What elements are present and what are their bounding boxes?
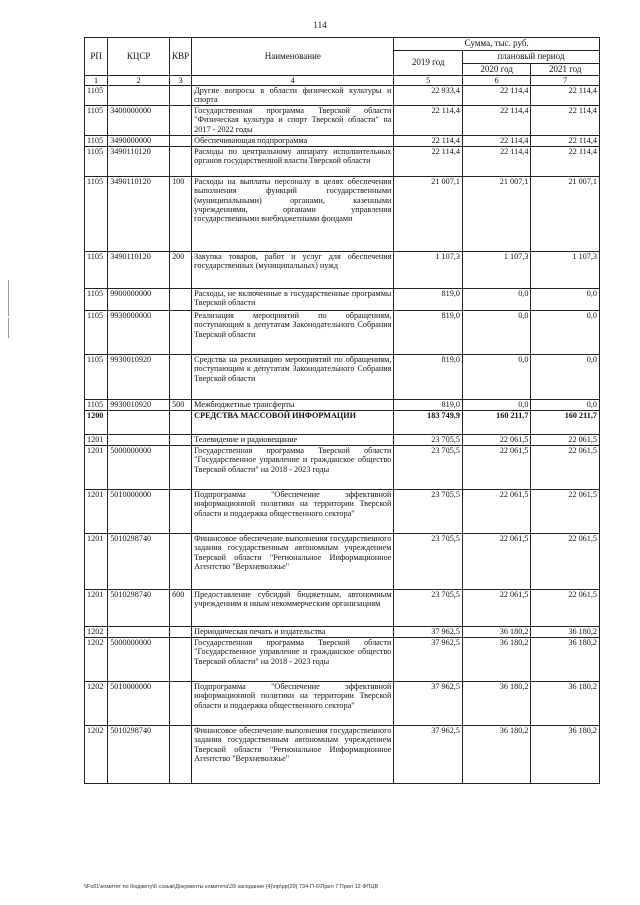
cell-name: Реализация мероприятий по обращениям, поступающим к депутатам Законодательного Собрания Тверской области	[192, 310, 394, 354]
cell-name: Финансовое обеспечение выполнения государственного задания государственным автономным учреждением Тверской области "Региональное Информационное Агентство "Верхневолжье"	[192, 533, 394, 589]
cell-sum-2019: 22 114,4	[394, 146, 463, 176]
cell-kcsr: 5000000000	[108, 445, 170, 489]
table-row	[85, 637, 600, 681]
cell-sum-2021: 21 007,1	[531, 176, 600, 251]
column-index-cell: 6	[462, 76, 531, 86]
cell-name: Расходы на выплаты персоналу в целях обеспечения выполнения функций государственными (муниципальными) органами, казенными учреждениями, органами управления государственными внебюджетными фондами	[192, 176, 394, 251]
cell-name: Предоставление субсидий бюджетным, автономным учреждениям и иным некоммерческим организациям	[192, 589, 394, 626]
cell-sum-2019: 23 705,5	[394, 434, 463, 445]
cell-kvr	[170, 445, 192, 489]
cell-sum-2021: 22 061,5	[531, 434, 600, 445]
cell-rp: 1201	[85, 589, 108, 626]
table-row	[85, 146, 600, 176]
page-number: 114	[313, 20, 327, 30]
cell-sum-2020: 0,0	[462, 354, 531, 399]
table-row	[85, 589, 600, 626]
column-index-cell: 1	[85, 76, 108, 86]
cell-rp: 1201	[85, 445, 108, 489]
header-year-2019: 2019 год	[394, 51, 463, 76]
cell-name: Закупка товаров, работ и услуг для обеспечения государственных (муниципальных) нужд	[192, 251, 394, 288]
cell-kvr	[170, 681, 192, 725]
table-row	[85, 288, 600, 310]
cell-sum-2020: 1 107,3	[462, 251, 531, 288]
cell-sum-2021: 22 114,4	[531, 105, 600, 135]
table-row	[85, 626, 600, 637]
table-row	[85, 251, 600, 288]
table-row	[85, 105, 600, 135]
table-row	[85, 86, 600, 106]
table-row	[85, 725, 600, 783]
cell-name: Обеспечивающая подпрограмма	[192, 135, 394, 146]
cell-name: Государственная программа Тверской области "Государственное управление и гражданское общество Тверской области" на 2018 - 2023 годы	[192, 637, 394, 681]
cell-sum-2020: 21 007,1	[462, 176, 531, 251]
cell-kvr	[170, 410, 192, 434]
cell-sum-2019: 22 114,4	[394, 105, 463, 135]
cell-sum-2019: 23 705,5	[394, 445, 463, 489]
cell-kcsr: 5010000000	[108, 489, 170, 533]
cell-kvr	[170, 310, 192, 354]
cell-sum-2021: 22 061,5	[531, 489, 600, 533]
cell-sum-2021: 36 180,2	[531, 681, 600, 725]
header-planned-period: плановый период	[462, 51, 599, 64]
cell-kvr	[170, 86, 192, 106]
cell-sum-2021: 36 180,2	[531, 637, 600, 681]
cell-rp: 1105	[85, 354, 108, 399]
cell-sum-2021: 22 061,5	[531, 533, 600, 589]
cell-kvr: 200	[170, 251, 192, 288]
cell-sum-2019: 819,0	[394, 310, 463, 354]
cell-kvr	[170, 489, 192, 533]
cell-sum-2020: 36 180,2	[462, 637, 531, 681]
cell-sum-2019: 37 962,5	[394, 681, 463, 725]
cell-sum-2021: 1 107,3	[531, 251, 600, 288]
cell-name: Государственная программа Тверской области "Физическая культура и спорт Тверской области" на 2017 - 2022 годы	[192, 105, 394, 135]
table-row	[85, 399, 600, 410]
cell-kcsr: 3490000000	[108, 135, 170, 146]
cell-sum-2019: 37 962,5	[394, 626, 463, 637]
cell-sum-2020: 22 114,4	[462, 135, 531, 146]
cell-rp: 1105	[85, 251, 108, 288]
budget-table	[84, 37, 600, 784]
header-kvr: КВР	[170, 38, 192, 76]
cell-name: Расходы, не включенные в государственные программы Тверской области	[192, 288, 394, 310]
footer-file-path: \\Fs01\комитет по бюджету\6 созыв\Документы комитета\39 заседание (4)\пр\рр(39) 734-П-6\Прил 7 Прил 12 ФПЦВ	[84, 884, 379, 890]
cell-rp: 1201	[85, 533, 108, 589]
cell-rp: 1202	[85, 681, 108, 725]
margin-mark-bottom	[8, 318, 9, 338]
cell-kcsr: 9900000000	[108, 288, 170, 310]
cell-rp: 1105	[85, 105, 108, 135]
cell-kvr: 500	[170, 399, 192, 410]
cell-sum-2021: 22 061,5	[531, 589, 600, 626]
header-rp: РП	[85, 38, 108, 76]
cell-name: Телевидение и радиовещание	[192, 434, 394, 445]
cell-sum-2020: 0,0	[462, 399, 531, 410]
cell-name: СРЕДСТВА МАССОВОЙ ИНФОРМАЦИИ	[192, 410, 394, 434]
cell-sum-2019: 21 007,1	[394, 176, 463, 251]
cell-kcsr	[108, 410, 170, 434]
cell-sum-2020: 22 061,5	[462, 434, 531, 445]
cell-sum-2021: 0,0	[531, 354, 600, 399]
cell-kvr	[170, 135, 192, 146]
table-row	[85, 434, 600, 445]
header-name: Наименование	[192, 38, 394, 76]
cell-sum-2020: 22 061,5	[462, 533, 531, 589]
cell-name: Расходы по центральному аппарату исполнительных органов государственной власти Тверской области	[192, 146, 394, 176]
cell-sum-2020: 22 061,5	[462, 589, 531, 626]
cell-kcsr: 9930010920	[108, 354, 170, 399]
cell-sum-2019: 819,0	[394, 399, 463, 410]
cell-rp: 1105	[85, 86, 108, 106]
cell-rp: 1105	[85, 399, 108, 410]
cell-sum-2019: 1 107,3	[394, 251, 463, 288]
cell-sum-2019: 37 962,5	[394, 637, 463, 681]
cell-sum-2019: 819,0	[394, 288, 463, 310]
cell-sum-2021: 0,0	[531, 288, 600, 310]
cell-kcsr: 3490110120	[108, 251, 170, 288]
cell-rp: 1105	[85, 176, 108, 251]
cell-kcsr: 5010000000	[108, 681, 170, 725]
table-row	[85, 354, 600, 399]
cell-rp: 1105	[85, 135, 108, 146]
column-index-cell: 3	[170, 76, 192, 86]
cell-sum-2020: 22 114,4	[462, 105, 531, 135]
cell-sum-2021: 22 114,4	[531, 135, 600, 146]
table-row	[85, 410, 600, 434]
cell-name: Государственная программа Тверской области "Государственное управление и гражданское общество Тверской области" на 2018 - 2023 годы	[192, 445, 394, 489]
cell-sum-2019: 22 114,4	[394, 135, 463, 146]
cell-sum-2020: 22 114,4	[462, 86, 531, 106]
cell-sum-2021: 160 211,7	[531, 410, 600, 434]
table-row	[85, 681, 600, 725]
column-index-cell: 5	[394, 76, 463, 86]
cell-kvr	[170, 288, 192, 310]
cell-name: Подпрограмма "Обеспечение эффективной информационной политики на территории Тверской области и поддержка общественного сектора"	[192, 681, 394, 725]
cell-kvr	[170, 146, 192, 176]
header-sum: Сумма, тыс. руб.	[394, 38, 600, 51]
cell-sum-2020: 22 114,4	[462, 146, 531, 176]
cell-rp: 1201	[85, 434, 108, 445]
table-row	[85, 135, 600, 146]
cell-kvr	[170, 105, 192, 135]
cell-kcsr: 3400000000	[108, 105, 170, 135]
cell-sum-2020: 160 211,7	[462, 410, 531, 434]
margin-mark-top	[8, 280, 9, 316]
cell-rp: 1202	[85, 626, 108, 637]
cell-sum-2019: 37 962,5	[394, 725, 463, 783]
cell-name: Другие вопросы в области физической культуры и спорта	[192, 86, 394, 106]
cell-kvr	[170, 725, 192, 783]
cell-sum-2019: 23 705,5	[394, 589, 463, 626]
cell-sum-2019: 23 705,5	[394, 533, 463, 589]
cell-kcsr: 5010298740	[108, 533, 170, 589]
cell-kvr	[170, 637, 192, 681]
cell-sum-2021: 0,0	[531, 310, 600, 354]
cell-kvr	[170, 434, 192, 445]
cell-kcsr: 3490110120	[108, 176, 170, 251]
cell-sum-2020: 22 061,5	[462, 489, 531, 533]
cell-kcsr: 9930000000	[108, 310, 170, 354]
cell-sum-2021: 0,0	[531, 399, 600, 410]
cell-rp: 1105	[85, 288, 108, 310]
table-row	[85, 445, 600, 489]
table-row	[85, 310, 600, 354]
header-year-2020: 2020 год	[462, 64, 531, 76]
cell-sum-2019: 819,0	[394, 354, 463, 399]
cell-kcsr: 3490110120	[108, 146, 170, 176]
cell-sum-2021: 36 180,2	[531, 725, 600, 783]
column-index-cell: 2	[108, 76, 170, 86]
cell-sum-2021: 22 061,5	[531, 445, 600, 489]
cell-sum-2020: 36 180,2	[462, 626, 531, 637]
table-row	[85, 489, 600, 533]
cell-sum-2020: 36 180,2	[462, 681, 531, 725]
cell-kcsr: 5010298740	[108, 589, 170, 626]
cell-kcsr: 9930010920	[108, 399, 170, 410]
table-row	[85, 533, 600, 589]
cell-rp: 1202	[85, 725, 108, 783]
cell-sum-2021: 22 114,4	[531, 86, 600, 106]
cell-name: Межбюджетные трансферты	[192, 399, 394, 410]
cell-kvr: 600	[170, 589, 192, 626]
cell-sum-2020: 0,0	[462, 288, 531, 310]
cell-kcsr	[108, 434, 170, 445]
table-row	[85, 176, 600, 251]
cell-name: Финансовое обеспечение выполнения государственного задания государственным автономным учреждением Тверской области "Региональное Информационное Агентство "Верхневолжье"	[192, 725, 394, 783]
cell-sum-2019: 22 933,4	[394, 86, 463, 106]
cell-sum-2020: 36 180,2	[462, 725, 531, 783]
column-index-cell: 7	[531, 76, 600, 86]
cell-kcsr	[108, 626, 170, 637]
cell-sum-2021: 22 114,4	[531, 146, 600, 176]
cell-kvr: 100	[170, 176, 192, 251]
cell-sum-2021: 36 180,2	[531, 626, 600, 637]
cell-kvr	[170, 354, 192, 399]
header-kcsr: КЦСР	[108, 38, 170, 76]
table-body	[85, 86, 600, 784]
cell-name: Периодическая печать и издательства	[192, 626, 394, 637]
cell-rp: 1201	[85, 489, 108, 533]
cell-sum-2019: 183 749,9	[394, 410, 463, 434]
cell-rp: 1200	[85, 410, 108, 434]
cell-kcsr: 5000000000	[108, 637, 170, 681]
cell-sum-2019: 23 705,5	[394, 489, 463, 533]
cell-rp: 1105	[85, 310, 108, 354]
column-index-row	[85, 76, 600, 86]
cell-rp: 1105	[85, 146, 108, 176]
column-index-cell: 4	[192, 76, 394, 86]
header-year-2021: 2021 год	[531, 64, 600, 76]
cell-name: Средства на реализацию мероприятий по обращениям, поступающим к депутатам Законодательного Собрания Тверской области	[192, 354, 394, 399]
cell-sum-2020: 22 061,5	[462, 445, 531, 489]
cell-kcsr: 5010298740	[108, 725, 170, 783]
cell-name: Подпрограмма "Обеспечение эффективной информационной политики на территории Тверской области и поддержка общественного сектора"	[192, 489, 394, 533]
cell-kvr	[170, 533, 192, 589]
cell-kvr	[170, 626, 192, 637]
cell-kcsr	[108, 86, 170, 106]
cell-sum-2020: 0,0	[462, 310, 531, 354]
cell-rp: 1202	[85, 637, 108, 681]
